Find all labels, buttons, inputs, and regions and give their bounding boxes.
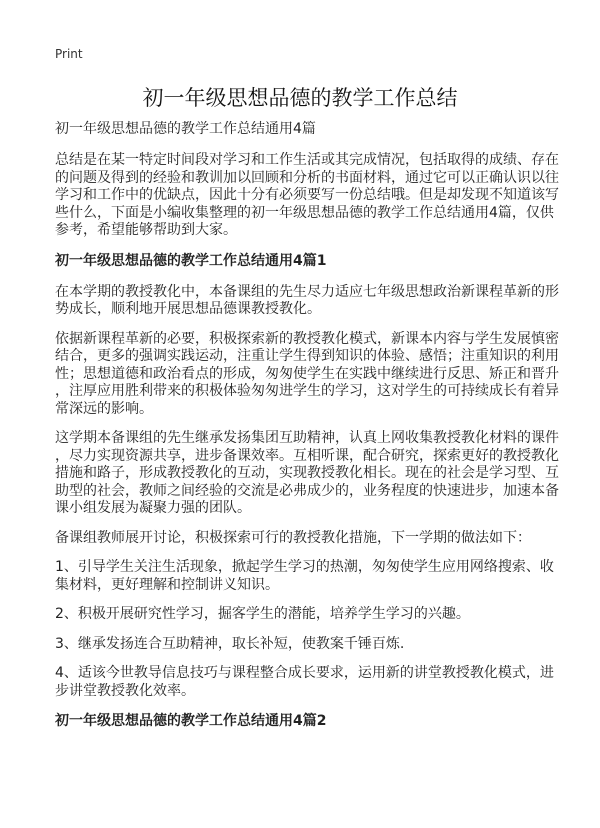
text-line: 课小组发展为凝聚力强的团队。	[55, 500, 251, 516]
text-line: 2、积极开展研究性学习，掘客学生的潜能，培养学生学习的兴趣。	[55, 606, 470, 622]
section-heading-2: 初一年级思想品德的教学工作总结通用4篇2	[55, 713, 327, 729]
list-item	[55, 636, 555, 654]
text-line: 步讲堂教授教化效率。	[55, 682, 195, 699]
text-line: 的问题及得到的经验和教训加以回顾和分析的书面材料，通过它可以正确认识以往	[55, 169, 559, 186]
page-title: 初一年级思想品德的教学工作总结	[142, 86, 458, 110]
paragraph	[55, 430, 559, 518]
text-line: ，注厚应用胜利带来的积极体验匆匆进学生的学习，这对学生的可持续成长有着异	[55, 383, 559, 399]
paragraph	[55, 330, 559, 419]
document-subtitle: 初一年级思想品德的教学工作总结通用4篇	[55, 121, 316, 137]
list-item	[55, 559, 555, 594]
text-line: 这学期本备课组的先生继承发扬集团互助精神，认真上网收集教授教化材料的课件	[55, 430, 559, 446]
text-line: 依据新课程革新的必要，积极探索新的教授教化模式，新课本内容与学生发展慎密	[55, 330, 559, 347]
document-body	[55, 120, 559, 744]
text-line: 助型的社会，教师之间经验的交流是必弗成少的，业务程度的快速进步，加速本备	[55, 482, 559, 499]
section-heading-1: 初一年级思想品德的教学工作总结通用4篇1	[55, 252, 327, 269]
intro-paragraph	[55, 152, 559, 240]
text-line: 集材料，更好理解和控制讲义知识。	[55, 576, 279, 593]
text-line: 势成长，顺利地开展思想品德课教授教化。	[55, 301, 321, 317]
text-line: 常深远的影响。	[55, 400, 153, 417]
text-line: 备课组教师展开讨论，积极探索可行的教授教化措施，下一学期的做法如下：	[55, 529, 531, 546]
text-line: ，尽力实现资源共享，进步备课效率。互相听课，配合研究，探索更好的教授教化	[55, 447, 559, 464]
text-line: 结合，更多的强调实践运动，注重让学生得到知识的体验、感悟；注重知识的利用	[55, 348, 559, 364]
text-line: 措施和路子，形成教授教化的互动，实现教授教化相长。现在的社会是学习型、互	[55, 465, 559, 481]
paragraph	[55, 530, 555, 548]
text-line: 在本学期的教授教化中，本备课组的先生尽力适应七年级思想政治新课程革新的形	[55, 283, 559, 300]
text-line: 总结是在某一特定时间段对学习和工作生活或其完成情况，包括取得的成绩、存在	[55, 152, 559, 168]
text-line: 1、引导学生关注生活现象，掀起学生学习的热潮，匆匆使学生应用网络搜索、收	[55, 559, 554, 575]
text-line: 性；思想道德和政治看点的形成，匆匆使学生在实践中继续进行反思、矫正和晋升	[55, 365, 559, 382]
list-item	[55, 665, 555, 700]
text-line: 参考，希望能够帮助到大家。	[55, 222, 237, 238]
list-item	[55, 606, 555, 624]
text-line: 3、继承发扬连合互助精神，取长补短，使教案千锤百炼.	[55, 635, 405, 652]
paragraph	[55, 283, 559, 319]
print-link[interactable]: Print	[55, 47, 83, 61]
text-line: 些什么，下面是小编收集整理的初一年级思想品德的教学工作总结通用4篇，仅供	[55, 204, 554, 221]
text-line: 学习和工作中的优缺点，因此十分有必须要写一份总结哦。但是却发现不知道该写	[55, 187, 559, 203]
text-line: 4、适该今世教导信息技巧与课程整合成长要求，运用新的讲堂教授教化模式，进	[55, 665, 554, 681]
